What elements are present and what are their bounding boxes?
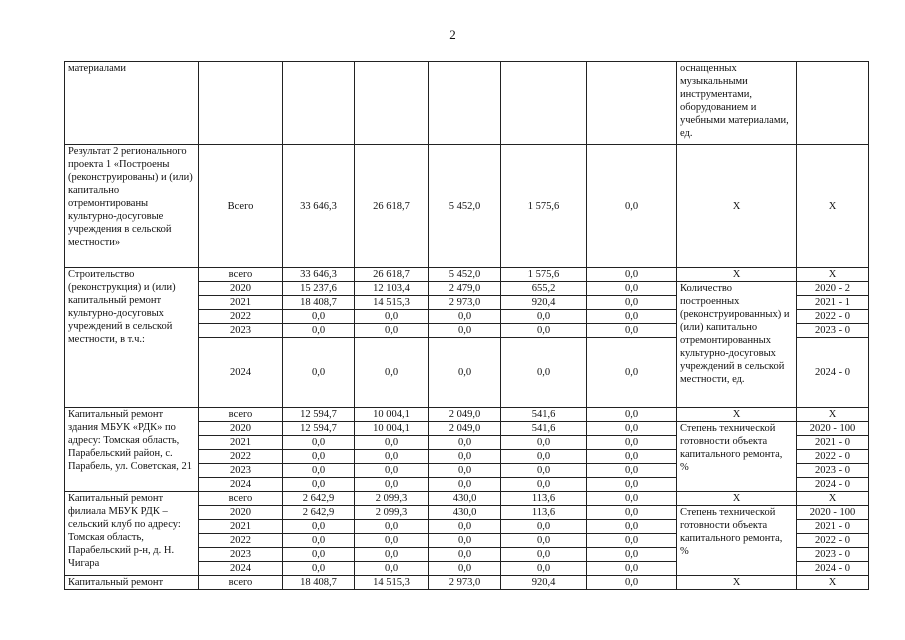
value-cell: 0,0 xyxy=(587,562,677,576)
value-cell: 0,0 xyxy=(283,464,355,478)
year-cell: 2023 xyxy=(199,464,283,478)
value-cell: 0,0 xyxy=(355,562,429,576)
value-cell: 0,0 xyxy=(587,436,677,450)
value-cell: 1 575,6 xyxy=(501,145,587,268)
row-name: Капитальный ремонт здания МБУК «РДК» по адресу: Томская область, Парабельский район, с. Парабель, ул. Советская, 21 xyxy=(65,408,199,492)
value-cell: 0,0 xyxy=(429,310,501,324)
value-cell: 2 049,0 xyxy=(429,408,501,422)
value-cell: 0,0 xyxy=(587,576,677,590)
value-cell: 33 646,3 xyxy=(283,145,355,268)
year-cell: всего xyxy=(199,576,283,590)
cell xyxy=(355,62,429,145)
table-body xyxy=(65,62,869,590)
year-cell: 2021 xyxy=(199,296,283,310)
value-cell: 14 515,3 xyxy=(355,296,429,310)
value-cell: 541,6 xyxy=(501,408,587,422)
year-cell: 2024 xyxy=(199,338,283,408)
value-cell: 920,4 xyxy=(501,296,587,310)
year-cell: 2021 xyxy=(199,520,283,534)
value-cell: 2 973,0 xyxy=(429,576,501,590)
target-cell: 2021 - 1 xyxy=(797,296,869,310)
value-cell: 0,0 xyxy=(501,534,587,548)
value-cell: 10 004,1 xyxy=(355,408,429,422)
value-cell: 0,0 xyxy=(501,548,587,562)
value-cell: 113,6 xyxy=(501,492,587,506)
value-cell: 12 594,7 xyxy=(283,422,355,436)
year-cell: Всего xyxy=(199,145,283,268)
year-cell: 2023 xyxy=(199,548,283,562)
row-name: Строительство (реконструкция) и (или) капитальный ремонт культурно-досуговых учреждений в сельской местности, в т.ч.: xyxy=(65,268,199,408)
value-cell: 0,0 xyxy=(587,324,677,338)
year-cell: всего xyxy=(199,492,283,506)
table-row xyxy=(65,62,869,145)
indicator-cell: X xyxy=(677,145,797,268)
value-cell: 0,0 xyxy=(355,324,429,338)
value-cell: 0,0 xyxy=(501,464,587,478)
indicator-cell: X xyxy=(677,492,797,506)
year-cell: 2022 xyxy=(199,450,283,464)
value-cell: 113,6 xyxy=(501,506,587,520)
value-cell: 1 575,6 xyxy=(501,268,587,282)
value-cell: 0,0 xyxy=(587,464,677,478)
value-cell: 0,0 xyxy=(587,422,677,436)
cell xyxy=(199,62,283,145)
value-cell: 0,0 xyxy=(283,450,355,464)
value-cell: 0,0 xyxy=(587,338,677,408)
value-cell: 0,0 xyxy=(587,506,677,520)
value-cell: 0,0 xyxy=(501,478,587,492)
value-cell: 2 973,0 xyxy=(429,296,501,310)
cell xyxy=(283,62,355,145)
value-cell: 0,0 xyxy=(587,282,677,296)
target-cell: 2022 - 0 xyxy=(797,310,869,324)
value-cell: 0,0 xyxy=(501,436,587,450)
value-cell: 0,0 xyxy=(587,520,677,534)
value-cell: 0,0 xyxy=(429,520,501,534)
value-cell: 0,0 xyxy=(501,324,587,338)
value-cell: 0,0 xyxy=(283,534,355,548)
value-cell: 0,0 xyxy=(283,338,355,408)
value-cell: 0,0 xyxy=(429,324,501,338)
target-cell: 2023 - 0 xyxy=(797,548,869,562)
indicator-text: Количество построенных (реконструированных) и (или) капитально отремонтированных культурно-досуговых учреждений в сельской местности, ед. xyxy=(677,282,797,408)
value-cell: 0,0 xyxy=(429,436,501,450)
value-cell: 15 237,6 xyxy=(283,282,355,296)
value-cell: 18 408,7 xyxy=(283,576,355,590)
value-cell: 2 099,3 xyxy=(355,506,429,520)
value-cell: 5 452,0 xyxy=(429,145,501,268)
value-cell: 0,0 xyxy=(355,534,429,548)
value-cell: 0,0 xyxy=(283,520,355,534)
value-cell: 0,0 xyxy=(501,338,587,408)
value-cell: 2 049,0 xyxy=(429,422,501,436)
target-cell: X xyxy=(797,408,869,422)
value-cell: 0,0 xyxy=(587,450,677,464)
target-cell: X xyxy=(797,492,869,506)
value-cell: 0,0 xyxy=(501,520,587,534)
year-cell: 2020 xyxy=(199,422,283,436)
row-name: Капитальный ремонт xyxy=(65,576,199,590)
value-cell: 0,0 xyxy=(587,492,677,506)
year-cell: 2020 xyxy=(199,506,283,520)
value-cell: 0,0 xyxy=(587,548,677,562)
year-cell: всего xyxy=(199,408,283,422)
target-cell: 2024 - 0 xyxy=(797,478,869,492)
value-cell: 14 515,3 xyxy=(355,576,429,590)
value-cell: 0,0 xyxy=(283,548,355,562)
target-cell: 2020 - 2 xyxy=(797,282,869,296)
value-cell: 0,0 xyxy=(355,478,429,492)
value-cell: 12 594,7 xyxy=(283,408,355,422)
value-cell: 0,0 xyxy=(429,338,501,408)
value-cell: 0,0 xyxy=(355,520,429,534)
year-cell: 2023 xyxy=(199,324,283,338)
cell xyxy=(797,62,869,145)
value-cell: 0,0 xyxy=(587,408,677,422)
value-cell: 0,0 xyxy=(587,534,677,548)
table-row xyxy=(65,576,869,590)
year-cell: 2022 xyxy=(199,534,283,548)
value-cell: 0,0 xyxy=(283,310,355,324)
table-row xyxy=(65,145,869,268)
indicator-text: оснащенных музыкальными инструментами, оборудованием и учебными материалами, ед. xyxy=(677,62,797,145)
indicator-cell: X xyxy=(677,268,797,282)
value-cell: 0,0 xyxy=(587,145,677,268)
value-cell: 0,0 xyxy=(501,450,587,464)
value-cell: 0,0 xyxy=(355,338,429,408)
value-cell: 18 408,7 xyxy=(283,296,355,310)
year-cell: 2022 xyxy=(199,310,283,324)
target-cell: 2023 - 0 xyxy=(797,324,869,338)
value-cell: 0,0 xyxy=(429,450,501,464)
value-cell: 0,0 xyxy=(429,548,501,562)
target-cell: 2023 - 0 xyxy=(797,464,869,478)
target-cell: X xyxy=(797,268,869,282)
cell xyxy=(501,62,587,145)
year-cell: 2020 xyxy=(199,282,283,296)
value-cell: 26 618,7 xyxy=(355,268,429,282)
target-cell: 2020 - 100 xyxy=(797,506,869,520)
target-cell: 2020 - 100 xyxy=(797,422,869,436)
value-cell: 0,0 xyxy=(429,534,501,548)
target-cell: 2024 - 0 xyxy=(797,562,869,576)
value-cell: 26 618,7 xyxy=(355,145,429,268)
value-cell: 2 479,0 xyxy=(429,282,501,296)
value-cell: 0,0 xyxy=(501,562,587,576)
indicator-text: Степень технической готовности объекта капитального ремонта, % xyxy=(677,422,797,492)
target-cell: X xyxy=(797,576,869,590)
table-row xyxy=(65,408,869,422)
year-cell: 2024 xyxy=(199,562,283,576)
value-cell: 0,0 xyxy=(355,450,429,464)
indicator-cell: X xyxy=(677,576,797,590)
value-cell: 0,0 xyxy=(355,436,429,450)
value-cell: 0,0 xyxy=(283,478,355,492)
value-cell: 430,0 xyxy=(429,506,501,520)
budget-table xyxy=(64,61,869,590)
value-cell: 0,0 xyxy=(429,562,501,576)
table-row xyxy=(65,268,869,282)
row-name: материалами xyxy=(65,62,199,145)
value-cell: 0,0 xyxy=(355,310,429,324)
value-cell: 0,0 xyxy=(355,548,429,562)
indicator-cell: X xyxy=(677,408,797,422)
year-cell: всего xyxy=(199,268,283,282)
value-cell: 0,0 xyxy=(283,436,355,450)
value-cell: 33 646,3 xyxy=(283,268,355,282)
value-cell: 655,2 xyxy=(501,282,587,296)
value-cell: 0,0 xyxy=(501,310,587,324)
value-cell: 2 642,9 xyxy=(283,492,355,506)
value-cell: 0,0 xyxy=(587,310,677,324)
value-cell: 0,0 xyxy=(587,478,677,492)
target-cell: 2021 - 0 xyxy=(797,520,869,534)
value-cell: 5 452,0 xyxy=(429,268,501,282)
cell xyxy=(587,62,677,145)
target-cell: 2021 - 0 xyxy=(797,436,869,450)
target-cell: 2022 - 0 xyxy=(797,450,869,464)
target-cell: 2022 - 0 xyxy=(797,534,869,548)
value-cell: 0,0 xyxy=(587,296,677,310)
value-cell: 0,0 xyxy=(355,464,429,478)
value-cell: 2 099,3 xyxy=(355,492,429,506)
cell xyxy=(429,62,501,145)
value-cell: 0,0 xyxy=(283,324,355,338)
value-cell: 430,0 xyxy=(429,492,501,506)
value-cell: 0,0 xyxy=(429,464,501,478)
value-cell: 2 642,9 xyxy=(283,506,355,520)
value-cell: 0,0 xyxy=(283,562,355,576)
value-cell: 0,0 xyxy=(587,268,677,282)
row-name: Капитальный ремонт филиала МБУК РДК – сельский клуб по адресу: Томская область, Парабельский р-н, д. Н. Чигара xyxy=(65,492,199,576)
value-cell: 920,4 xyxy=(501,576,587,590)
value-cell: 12 103,4 xyxy=(355,282,429,296)
target-cell: 2024 - 0 xyxy=(797,338,869,408)
indicator-text: Степень технической готовности объекта капитального ремонта, % xyxy=(677,506,797,576)
year-cell: 2024 xyxy=(199,478,283,492)
table-row xyxy=(65,492,869,506)
page-number: 2 xyxy=(449,27,456,42)
value-cell: 541,6 xyxy=(501,422,587,436)
year-cell: 2021 xyxy=(199,436,283,450)
target-cell: X xyxy=(797,145,869,268)
value-cell: 10 004,1 xyxy=(355,422,429,436)
row-name: Результат 2 регионального проекта 1 «Построены (реконструированы) и (или) капитально отремонтированы культурно-досуговые учреждения в сельской местности» xyxy=(65,145,199,268)
value-cell: 0,0 xyxy=(429,478,501,492)
